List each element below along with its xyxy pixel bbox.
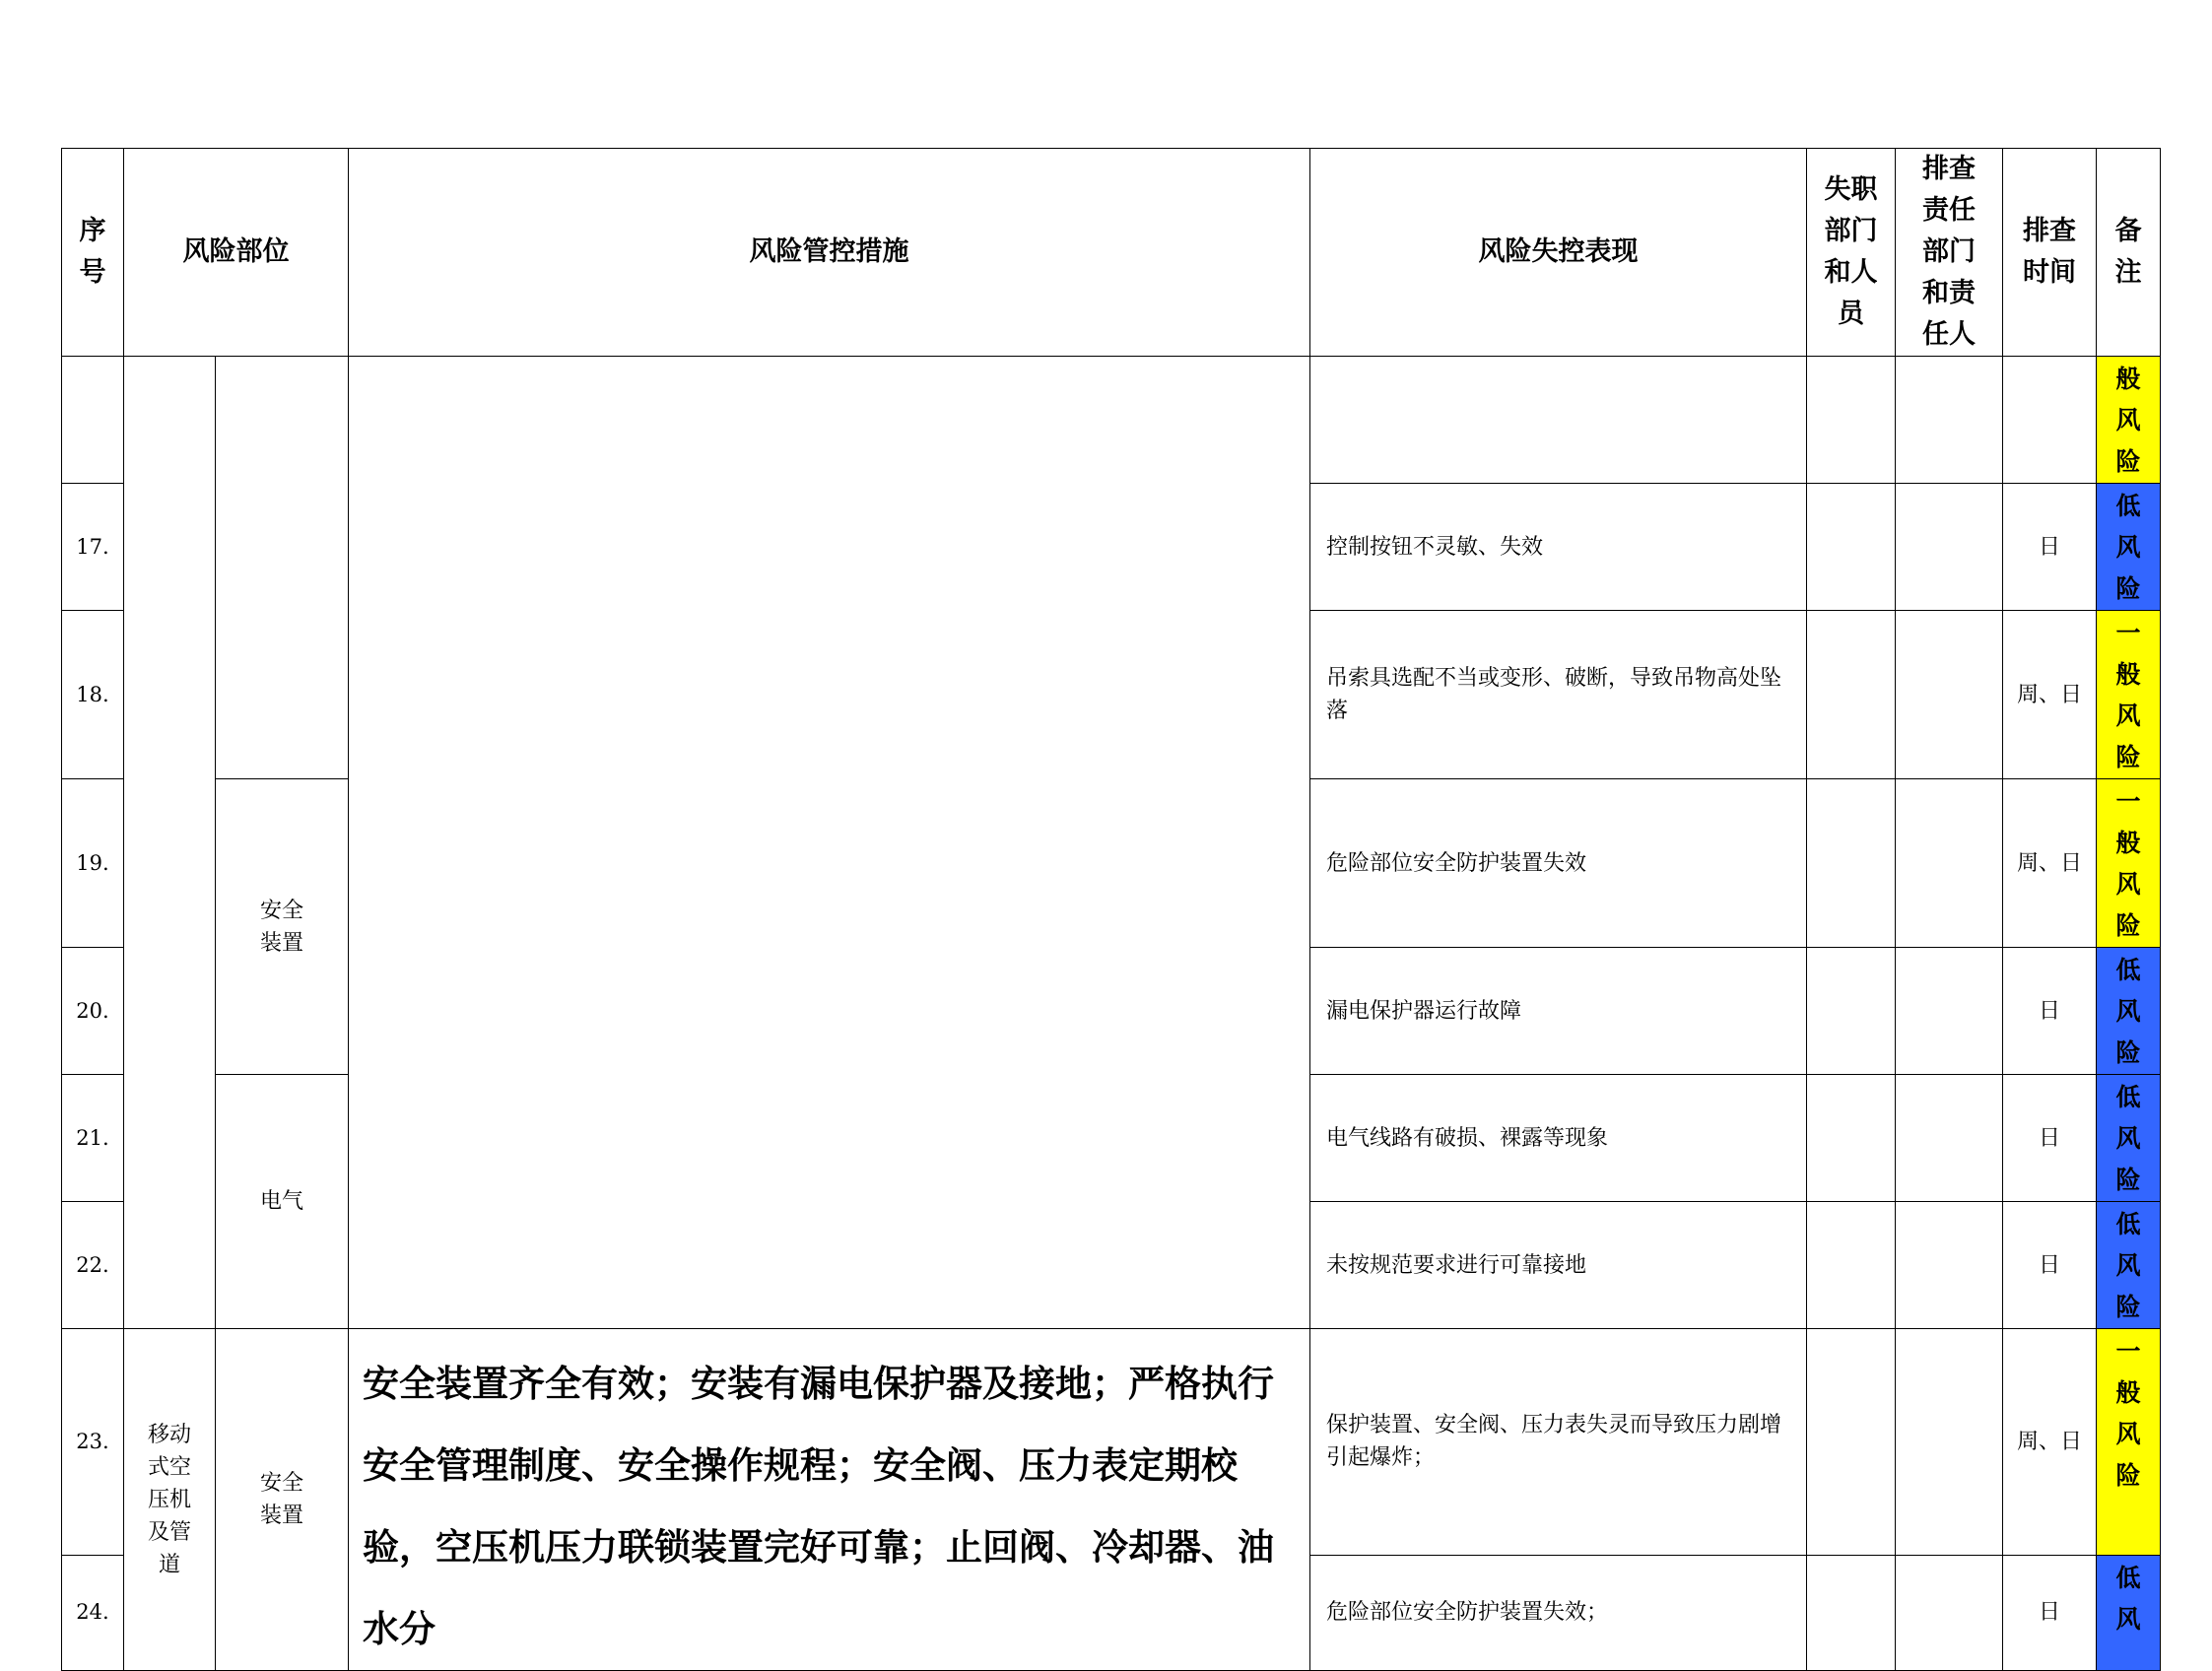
inspection-time: 日	[2003, 484, 2097, 611]
group-location	[124, 357, 216, 1329]
responsible-dept	[1807, 484, 1896, 611]
risk-level-badge: 般 风 险	[2097, 357, 2161, 484]
header-measures: 风险管控措施	[349, 149, 1310, 357]
sub-part	[216, 357, 349, 779]
responsible-dept	[1807, 1555, 1896, 1670]
failure-description: 电气线路有破损、裸露等现象	[1310, 1075, 1807, 1202]
table-row	[62, 1329, 2161, 1556]
risk-control-table	[61, 148, 2161, 1671]
responsible-dept	[1807, 779, 1896, 948]
row-seq: 19.	[62, 779, 124, 948]
risk-control-table-page	[61, 148, 2160, 1650]
header-note: 备 注	[2097, 149, 2161, 357]
risk-level-badge: 低 风 险	[2097, 1202, 2161, 1329]
risk-level-badge: 低 风	[2097, 1555, 2161, 1670]
failure-description	[1310, 357, 1807, 484]
row-seq: 20.	[62, 948, 124, 1075]
header-location: 风险部位	[124, 149, 349, 357]
inspection-owner	[1896, 1075, 2003, 1202]
risk-level-badge: 一 般 风 险	[2097, 1329, 2161, 1556]
responsible-dept	[1807, 1202, 1896, 1329]
inspection-owner	[1896, 357, 2003, 484]
inspection-owner	[1896, 1329, 2003, 1556]
header-failure: 风险失控表现	[1310, 149, 1807, 357]
header-owner: 排查 责任 部门 和责 任人	[1896, 149, 2003, 357]
inspection-owner	[1896, 484, 2003, 611]
failure-description: 吊索具选配不当或变形、破断，导致吊物高处坠落	[1310, 611, 1807, 779]
header-row	[62, 149, 2161, 357]
risk-level-badge: 低 风 险	[2097, 948, 2161, 1075]
inspection-owner	[1896, 1555, 2003, 1670]
row-seq: 18.	[62, 611, 124, 779]
control-measures: 安全装置齐全有效；安装有漏电保护器及接地；严格执行安全管理制度、安全操作规程；安全阀、压力表定期校验，空压机压力联锁装置完好可靠；止回阀、冷却器、油水分	[349, 1329, 1310, 1671]
inspection-owner	[1896, 779, 2003, 948]
risk-level-badge: 低 风 险	[2097, 484, 2161, 611]
responsible-dept	[1807, 1329, 1896, 1556]
inspection-time: 日	[2003, 1202, 2097, 1329]
inspection-time: 日	[2003, 1075, 2097, 1202]
responsible-dept	[1807, 1075, 1896, 1202]
failure-description: 保护装置、安全阀、压力表失灵而导致压力剧增引起爆炸；	[1310, 1329, 1807, 1556]
inspection-time: 周、日	[2003, 611, 2097, 779]
row-seq: 21.	[62, 1075, 124, 1202]
header-dept: 失职 部门 和人 员	[1807, 149, 1896, 357]
inspection-owner	[1896, 1202, 2003, 1329]
risk-level-badge: 一 般 风 险	[2097, 611, 2161, 779]
failure-description: 漏电保护器运行故障	[1310, 948, 1807, 1075]
inspection-time	[2003, 357, 2097, 484]
responsible-dept	[1807, 611, 1896, 779]
row-seq: 22.	[62, 1202, 124, 1329]
failure-description: 危险部位安全防护装置失效；	[1310, 1555, 1807, 1670]
sub-part: 安全 装置	[216, 779, 349, 1075]
responsible-dept	[1807, 357, 1896, 484]
control-measures	[349, 357, 1310, 1329]
header-seq: 序 号	[62, 149, 124, 357]
sub-part: 安全 装置	[216, 1329, 349, 1671]
inspection-time: 日	[2003, 1555, 2097, 1670]
table-row	[62, 357, 2161, 484]
responsible-dept	[1807, 948, 1896, 1075]
sub-part: 电气	[216, 1075, 349, 1329]
risk-level-badge: 低 风 险	[2097, 1075, 2161, 1202]
row-seq: 23.	[62, 1329, 124, 1556]
inspection-time: 周、日	[2003, 779, 2097, 948]
row-seq: 24.	[62, 1555, 124, 1670]
row-seq: 17.	[62, 484, 124, 611]
failure-description: 危险部位安全防护装置失效	[1310, 779, 1807, 948]
inspection-time: 日	[2003, 948, 2097, 1075]
row-seq	[62, 357, 124, 484]
risk-level-badge: 一 般 风 险	[2097, 779, 2161, 948]
failure-description: 控制按钮不灵敏、失效	[1310, 484, 1807, 611]
failure-description: 未按规范要求进行可靠接地	[1310, 1202, 1807, 1329]
header-time: 排查 时间	[2003, 149, 2097, 357]
inspection-owner	[1896, 611, 2003, 779]
group-location: 移动 式空 压机 及管 道	[124, 1329, 216, 1671]
inspection-owner	[1896, 948, 2003, 1075]
inspection-time: 周、日	[2003, 1329, 2097, 1556]
